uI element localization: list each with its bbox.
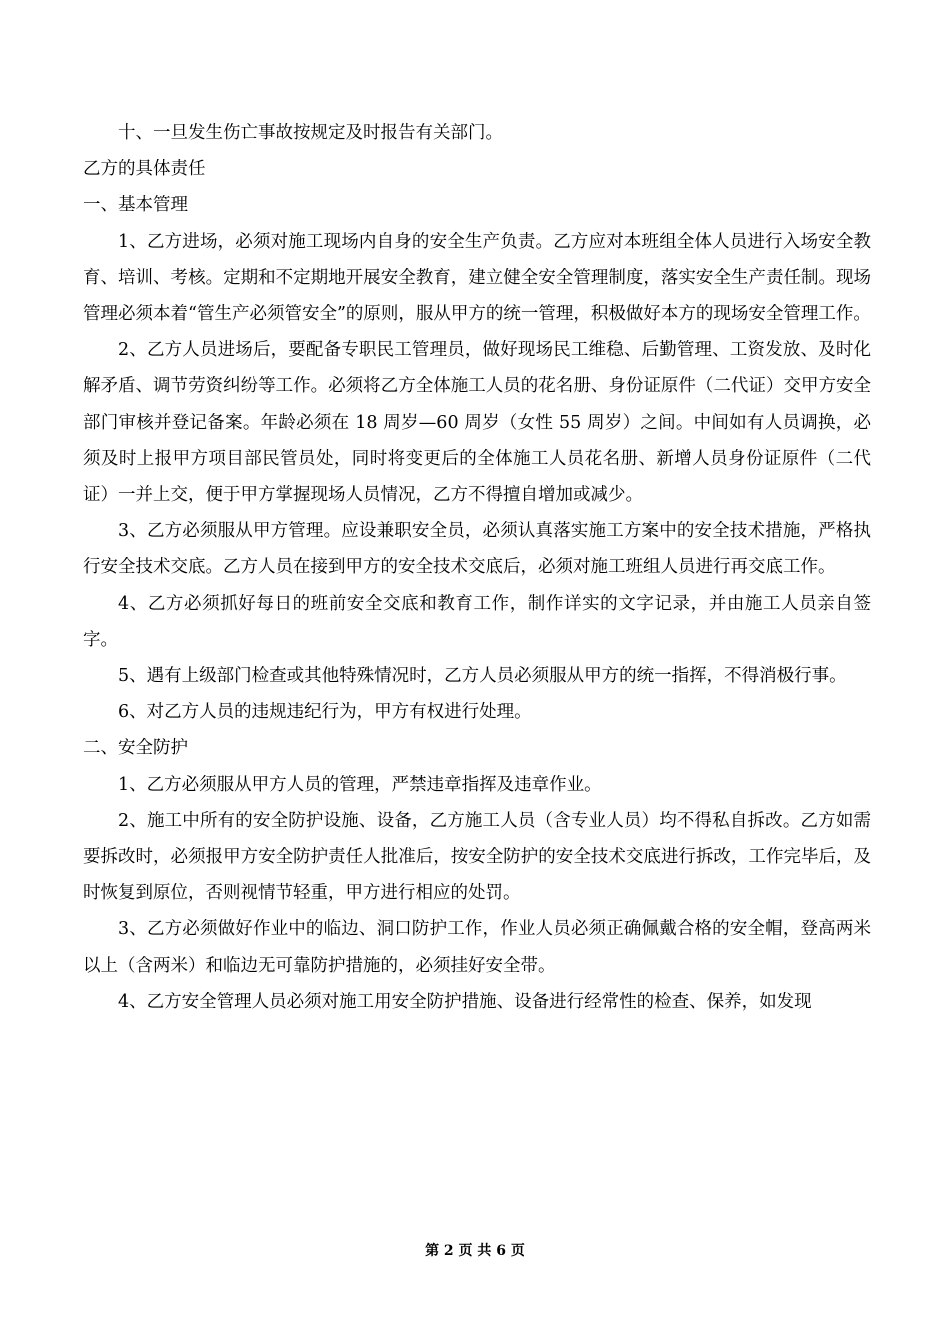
paragraph-protection-2: 2、施工中所有的安全防护设施、设备，乙方施工人员（含专业人员）均不得私自拆改。乙方如需要拆改时，必须报甲方安全防护责任人批准后，按安全防护的安全技术交底进行拆改，工作完毕后，及时恢复到原位，否则视情节轻重，甲方进行相应的处罚。 bbox=[83, 810, 871, 904]
paragraph-item-10: 十、一旦发生伤亡事故按规定及时报告有关部门。 bbox=[118, 123, 503, 143]
paragraph-protection-3: 3、乙方必须做好作业中的临边、洞口防护工作，作业人员必须正确佩戴合格的安全帽，登高两米以上（含两米）和临边无可靠防护措施的，必须挂好安全带。 bbox=[83, 919, 871, 976]
paragraph-basic-2: 2、乙方人员进场后，要配备专职民工管理员，做好现场民工维稳、后勤管理、工资发放、及时化解矛盾、调节劳资纠纷等工作。必须将乙方全体施工人员的花名册、身份证原件（二代证）交甲方安全部门审核并登记备案。年龄必须在 18 周岁—60 周岁（女性 55 周岁）之间。中间如有人员调换，必须及时上报甲方项目部民管员处，同时将变更后的全体施工人员花名册、新增人员身份证原件（二代证）一并上交，便于甲方掌握现场人员情况，乙方不得擅自增加或减少。 bbox=[83, 340, 871, 506]
paragraph-protection-1: 1、乙方必须服从甲方人员的管理，严禁违章指挥及违章作业。 bbox=[118, 774, 602, 795]
document-body bbox=[83, 115, 871, 1020]
section-heading-basic-management: 一、基本管理 bbox=[83, 195, 188, 216]
paragraph-basic-6: 6、对乙方人员的违规违纪行为，甲方有权进行处理。 bbox=[118, 702, 532, 723]
section-title-party-b-responsibilities: 乙方的具体责任 bbox=[83, 159, 206, 180]
paragraph-basic-3: 3、乙方必须服从甲方管理。应设兼职安全员，必须认真落实施工方案中的安全技术措施，严格执行安全技术交底。乙方人员在接到甲方的安全技术交底后，必须对施工班组人员进行再交底工作。 bbox=[83, 521, 871, 578]
paragraph-protection-4: 4、乙方安全管理人员必须对施工用安全防护措施、设备进行经常性的检查、保养，如发现 bbox=[118, 991, 812, 1012]
page-footer bbox=[0, 1240, 950, 1260]
page-number-label: 第 2 页 共 6 页 bbox=[425, 1243, 525, 1259]
paragraph-basic-1: 1、乙方进场，必须对施工现场内自身的安全生产负责。乙方应对本班组全体人员进行入场安全教育、培训、考核。定期和不定期地开展安全教育，建立健全安全管理制度，落实安全生产责任制。现场管理必须本着“管生产必须管安全”的原则，服从甲方的统一管理，积极做好本方的现场安全管理工作。 bbox=[83, 231, 871, 325]
section-heading-safety-protection: 二、安全防护 bbox=[83, 738, 188, 759]
paragraph-basic-4: 4、乙方必须抓好每日的班前安全交底和教育工作，制作详实的文字记录，并由施工人员亲自签字。 bbox=[83, 593, 871, 650]
paragraph-basic-5: 5、遇有上级部门检查或其他特殊情况时，乙方人员必须服从甲方的统一指挥，不得消极行事。 bbox=[118, 666, 847, 687]
